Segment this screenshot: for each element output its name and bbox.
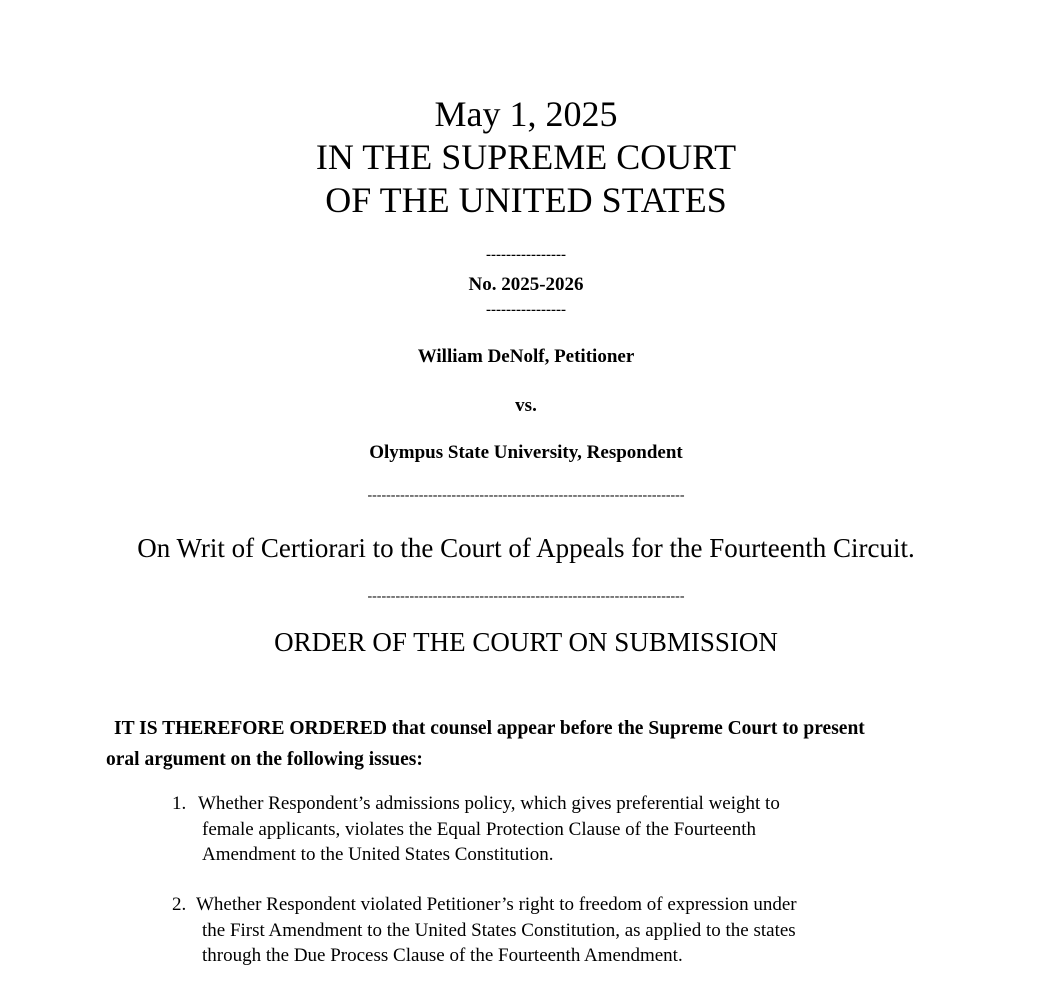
court-name-line-2: OF THE UNITED STATES bbox=[325, 180, 727, 220]
issue-item-2 bbox=[172, 892, 883, 969]
issue-line: Whether Respondent’s admissions policy, which gives preferential weight to bbox=[198, 793, 780, 814]
docket-number: No. 2025-2026 bbox=[468, 274, 584, 295]
docket-separator-bottom: ---------------- bbox=[486, 302, 566, 318]
docket-separator-top: ---------------- bbox=[486, 247, 566, 263]
order-title: ORDER OF THE COURT ON SUBMISSION bbox=[274, 627, 778, 657]
respondent-name: Olympus State University, Respondent bbox=[369, 442, 683, 463]
separator-line-1: -------------------------------------------------------------------- bbox=[367, 488, 685, 503]
issue-line: through the Due Process Clause of the Fourteenth Amendment. bbox=[202, 945, 683, 966]
separator-line-2: -------------------------------------------------------------------- bbox=[367, 589, 685, 604]
issue-number: 1. bbox=[172, 793, 187, 814]
issue-line: Amendment to the United States Constitution. bbox=[202, 844, 554, 865]
versus-label: vs. bbox=[515, 395, 537, 416]
writ-statement: On Writ of Certiorari to the Court of Appeals for the Fourteenth Circuit. bbox=[137, 533, 915, 563]
issue-line: the First Amendment to the United States Constitution, as applied to the states bbox=[202, 919, 796, 941]
issue-item-1 bbox=[172, 791, 883, 868]
document-date: May 1, 2025 bbox=[434, 94, 618, 134]
issue-line: female applicants, violates the Equal Protection Clause of the Fourteenth bbox=[202, 818, 757, 840]
issue-number: 2. bbox=[172, 894, 187, 915]
court-name-line-1: IN THE SUPREME COURT bbox=[315, 137, 737, 177]
ordered-paragraph: IT IS THEREFORE ORDERED that counsel appear before the Supreme Court to present oral argument on the following issues: bbox=[106, 718, 865, 770]
petitioner-name: William DeNolf, Petitioner bbox=[417, 346, 635, 367]
issue-line: Whether Respondent violated Petitioner’s right to freedom of expression under bbox=[196, 894, 797, 915]
